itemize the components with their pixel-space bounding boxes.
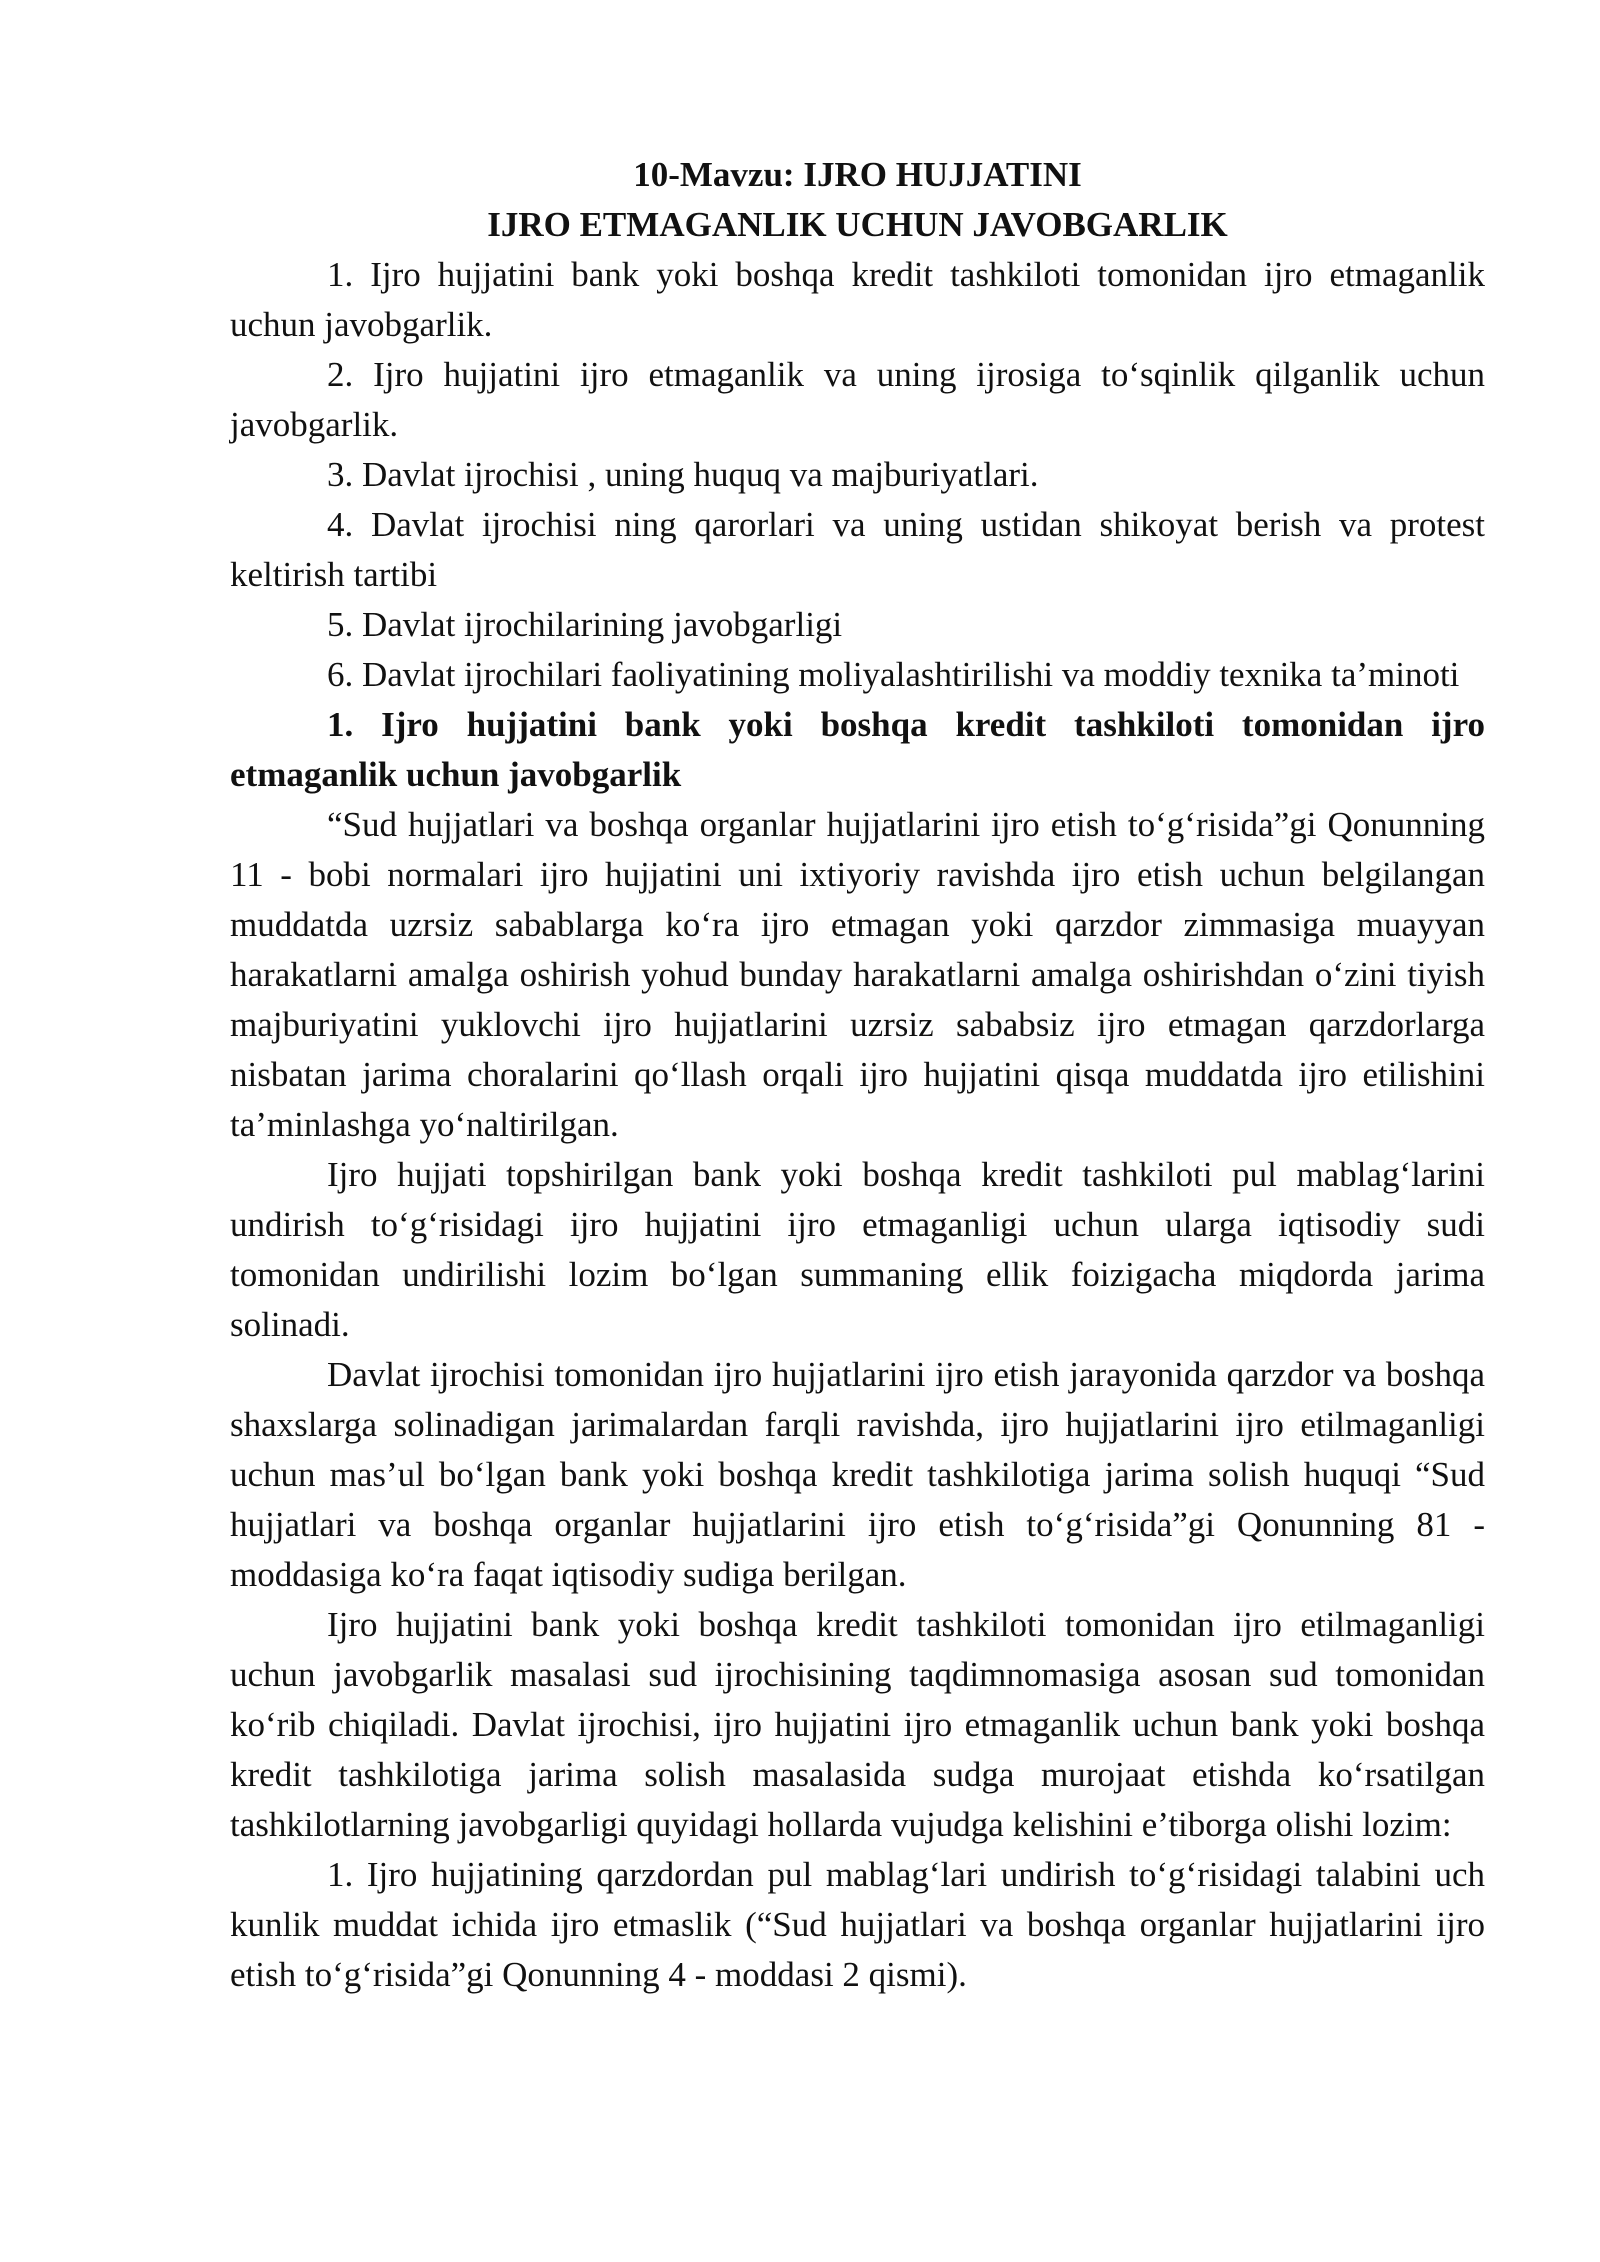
body-paragraph-2: Ijro hujjati topshirilgan bank yoki boshqa kredit tashkiloti pul mablag‘larini undirish to‘g‘risidagi ijro hujjatini ijro etmaganligi uchun ularga iqtisodiy sudi tomonidan undirilishi lozim bo‘lgan summaning ellik foizigacha miqdorda jarima solinadi. — [230, 1155, 1485, 1344]
section-heading: 1. Ijro hujjatini bank yoki boshqa kredit tashkiloti tomonidan ijro etmaganlik uchun javobgarlik — [230, 705, 1485, 794]
body-paragraph-5: 1. Ijro hujjatining qarzdordan pul mablag‘lari undirish to‘g‘risidagi talabini uch kunlik muddat ichida ijro etmaslik (“Sud hujjatlari va boshqa organlar hujjatlarini ijro etish to‘g‘risida”gi Qonunning 4 - moddasi 2 qismi). — [230, 1855, 1485, 1994]
outline-item-2: 2. Ijro hujjatini ijro etmaganlik va uning ijrosiga to‘sqinlik qilganlik uchun javobgarlik. — [230, 355, 1485, 444]
outline-item-4: 4. Davlat ijrochisi ning qarorlari va uning ustidan shikoyat berish va protest keltirish tartibi — [230, 505, 1485, 594]
outline-item-1: 1. Ijro hujjatini bank yoki boshqa kredit tashkiloti tomonidan ijro etmaganlik uchun javobgarlik. — [230, 255, 1485, 344]
body-paragraph-4: Ijro hujjatini bank yoki boshqa kredit tashkiloti tomonidan ijro etilmaganligi uchun javobgarlik masalasi sud ijrochisining taqdimnomasiga asosan sud tomonidan ko‘rib chiqiladi. Davlat ijrochisi, ijro hujjatini ijro etmaganlik uchun bank yoki boshqa kredit tashkilotiga jarima solish masalasida sudga murojaat etishda ko‘rsatilgan tashkilotlarning javobgarligi quyidagi hollarda vujudga kelishini e’tiborga olishi lozim: — [230, 1605, 1485, 1844]
body-paragraph-1: “Sud hujjatlari va boshqa organlar hujjatlarini ijro etish to‘g‘risida”gi Qonunning 11 - bobi normalari ijro hujjatini uni ixtiyoriy ravishda ijro etish uchun belgilangan muddatda uzrsiz sabablarga ko‘ra ijro etmagan yoki qarzdor zimmasiga muayyan harakatlarni amalga oshirish yohud bunday harakatlarni amalga oshirishdan o‘zini tiyish majburiyatini yuklovchi ijro hujjatlarini uzrsiz sababsiz ijro etmagan qarzdorlarga nisbatan jarima choralarini qo‘llash orqali ijro hujjatini qisqa muddatda ijro etilishini ta’minlashga yo‘naltirilgan. — [230, 805, 1485, 1144]
document-title-line-1: 10-Mavzu: IJRO HUJJATINI — [633, 155, 1082, 194]
outline-item-6: 6. Davlat ijrochilari faoliyatining moliyalashtirilishi va moddiy texnika ta’minoti — [327, 655, 1460, 694]
document-title-line-2: IJRO ETMAGANLIK UCHUN JAVOBGARLIK — [487, 205, 1228, 244]
document-page — [230, 150, 1485, 2000]
outline-item-3: 3. Davlat ijrochisi , uning huquq va majburiyatlari. — [327, 455, 1039, 494]
body-paragraph-3: Davlat ijrochisi tomonidan ijro hujjatlarini ijro etish jarayonida qarzdor va boshqa shaxslarga solinadigan jarimalardan farqli ravishda, ijro hujjatlarini ijro etilmaganligi uchun mas’ul bo‘lgan bank yoki boshqa kredit tashkilotiga jarima solish huquqi “Sud hujjatlari va boshqa organlar hujjatlarini ijro etish to‘g‘risida”gi Qonunning 81 - moddasiga ko‘ra faqat iqtisodiy sudiga berilgan. — [230, 1355, 1485, 1594]
outline-item-5: 5. Davlat ijrochilarining javobgarligi — [327, 605, 843, 644]
